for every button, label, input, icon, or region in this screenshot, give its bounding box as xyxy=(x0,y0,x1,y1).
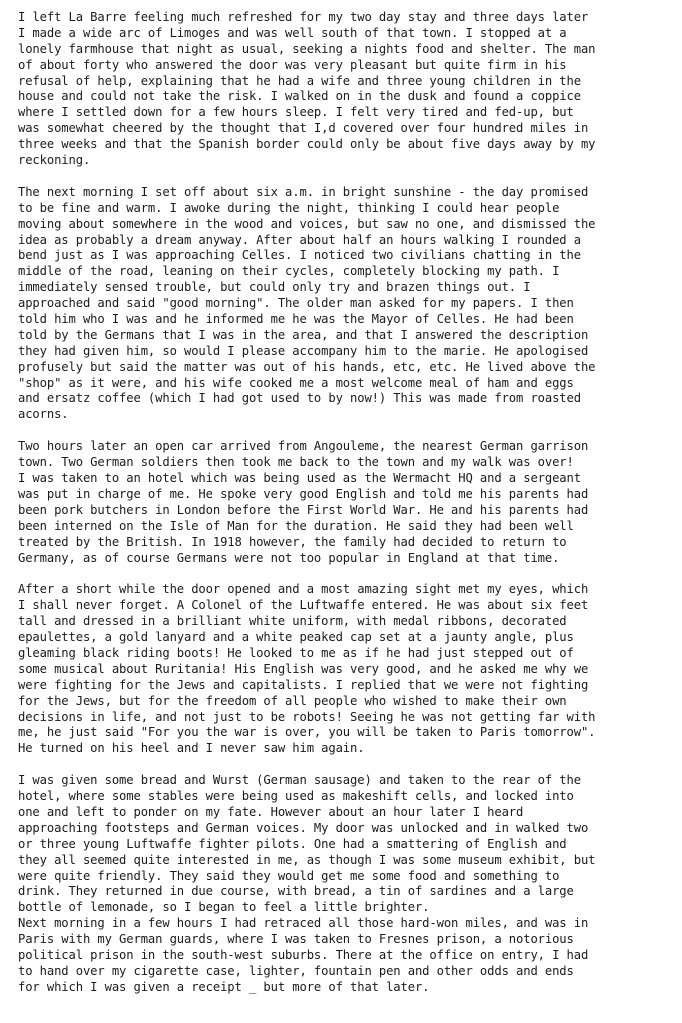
text-line: moving about somewhere in the wood and voices, but saw no one, and dismissed the xyxy=(18,216,596,231)
text-line: for which I was given a receipt _ but more of that later. xyxy=(18,979,430,994)
text-line: town. Two German soldiers then took me back to the town and my walk was over! xyxy=(18,455,574,470)
text-line: The next morning I set off about six a.m. in bright sunshine - the day promised xyxy=(18,184,589,199)
paragraph xyxy=(18,439,678,566)
text-line: approaching footsteps and German voices. My door was unlocked and in walked two xyxy=(18,820,589,835)
text-line: bottle of lemonade, so I began to feel a little brighter. xyxy=(18,900,430,915)
text-line: to be fine and warm. I awoke during the night, thinking I could hear people xyxy=(18,200,560,215)
text-line: Two hours later an open car arrived from Angouleme, the nearest German garrison xyxy=(18,439,589,454)
text-line: I left La Barre feeling much refreshed for my two day stay and three days later xyxy=(18,10,589,24)
paragraph xyxy=(18,773,678,995)
text-line: gleaming black riding boots! He looked to me as if he had just stepped out of xyxy=(18,645,574,660)
text-line: was somewhat cheered by the thought that I,d covered over four hundred miles in xyxy=(18,121,589,136)
text-line: one and left to ponder on my fate. However about an hour later I heard xyxy=(18,804,524,819)
text-line: reckoning. xyxy=(18,153,91,168)
text-line: I made a wide arc of Limoges and was well south of that town. I stopped at a xyxy=(18,25,567,40)
text-line: house and could not take the risk. I walked on in the dusk and found a coppice xyxy=(18,89,581,104)
text-line: told him who I was and he informed me he was the Mayor of Celles. He had been xyxy=(18,312,574,327)
text-line: bend just as I was approaching Celles. I noticed two civilians chatting in the xyxy=(18,248,581,263)
text-line: middle of the road, leaning on their cycles, completely blocking my path. I xyxy=(18,264,560,279)
text-line: I was taken to an hotel which was being used as the Wermacht HQ and a sergeant xyxy=(18,471,581,486)
text-line: some musical about Ruritania! His English was very good, and he asked me why we xyxy=(18,661,589,676)
text-line: approached and said "good morning". The older man asked for my papers. I then xyxy=(18,296,574,311)
paragraph xyxy=(18,185,678,423)
paragraph xyxy=(18,10,678,169)
text-line: three weeks and that the Spanish border could only be about five days away by my xyxy=(18,137,596,152)
text-line: immediately sensed trouble, but could only try and brazen things out. I xyxy=(18,280,531,295)
text-line: been interned on the Isle of Man for the duration. He said they had been well xyxy=(18,518,574,533)
text-line: for the Jews, but for the freedom of all people who wished to make their own xyxy=(18,693,567,708)
text-line: to hand over my cigarette case, lighter, fountain pen and other odds and ends xyxy=(18,963,574,978)
text-line: and ersatz coffee (which I had got used to by now!) This was made from roasted xyxy=(18,391,581,406)
text-line: or three young Luftwaffe fighter pilots. One had a smattering of English and xyxy=(18,836,567,851)
text-line: He turned on his heel and I never saw him again. xyxy=(18,741,365,756)
text-line: told by the Germans that I was in the area, and that I answered the description xyxy=(18,327,589,342)
text-line: was put in charge of me. He spoke very good English and told me his parents had xyxy=(18,486,589,501)
text-line: epaulettes, a gold lanyard and a white peaked cap set at a jaunty angle, plus xyxy=(18,630,574,645)
text-line: Next morning in a few hours I had retraced all those hard-won miles, and was in xyxy=(18,916,589,931)
text-line: political prison in the south-west suburbs. There at the office on entry, I had xyxy=(18,947,589,962)
text-line: lonely farmhouse that night as usual, seeking a nights food and shelter. The man xyxy=(18,41,596,56)
text-line: profusely but said the matter was out of his hands, etc, etc. He lived above the xyxy=(18,359,596,374)
text-line: were fighting for the Jews and capitalists. I replied that we were not fighting xyxy=(18,677,589,692)
text-line: drink. They returned in due course, with bread, a tin of sardines and a large xyxy=(18,884,574,899)
text-line: "shop" as it were, and his wife cooked me a most welcome meal of ham and eggs xyxy=(18,375,574,390)
text-line: I shall never forget. A Colonel of the Luftwaffe entered. He was about six feet xyxy=(18,598,589,613)
text-line: they all seemed quite interested in me, as though I was some museum exhibit, but xyxy=(18,852,596,867)
text-line: After a short while the door opened and a most amazing sight met my eyes, which xyxy=(18,582,589,597)
text-line: were quite friendly. They said they would get me some food and something to xyxy=(18,868,560,883)
text-line: idea as probably a dream anyway. After about half an hours walking I rounded a xyxy=(18,232,581,247)
text-line: Paris with my German guards, where I was taken to Fresnes prison, a notorious xyxy=(18,932,574,947)
text-line: been pork butchers in London before the First World War. He and his parents had xyxy=(18,502,589,517)
typewritten-page xyxy=(18,10,678,1012)
paragraph xyxy=(18,582,678,757)
text-line: where I settled down for a few hours sleep. I felt very tired and fed-up, but xyxy=(18,105,574,120)
text-line: me, he just said "For you the war is over, you will be taken to Paris tomorrow". xyxy=(18,725,596,740)
text-line: acorns. xyxy=(18,407,69,422)
text-line: treated by the British. In 1918 however, the family had decided to return to xyxy=(18,534,567,549)
text-line: of about forty who answered the door was very pleasant but quite firm in his xyxy=(18,57,567,72)
text-line: Germany, as of course Germans were not too popular in England at that time. xyxy=(18,550,560,565)
text-line: they had given him, so would I please accompany him to the marie. He apologised xyxy=(18,343,589,358)
text-line: refusal of help, explaining that he had a wife and three young children in the xyxy=(18,73,581,88)
text-line: hotel, where some stables were being used as makeshift cells, and locked into xyxy=(18,789,574,804)
text-line: I was given some bread and Wurst (German sausage) and taken to the rear of the xyxy=(18,773,581,788)
text-line: tall and dressed in a brilliant white uniform, with medal ribbons, decorated xyxy=(18,614,567,629)
text-line: decisions in life, and not just to be robots! Seeing he was not getting far with xyxy=(18,709,596,724)
